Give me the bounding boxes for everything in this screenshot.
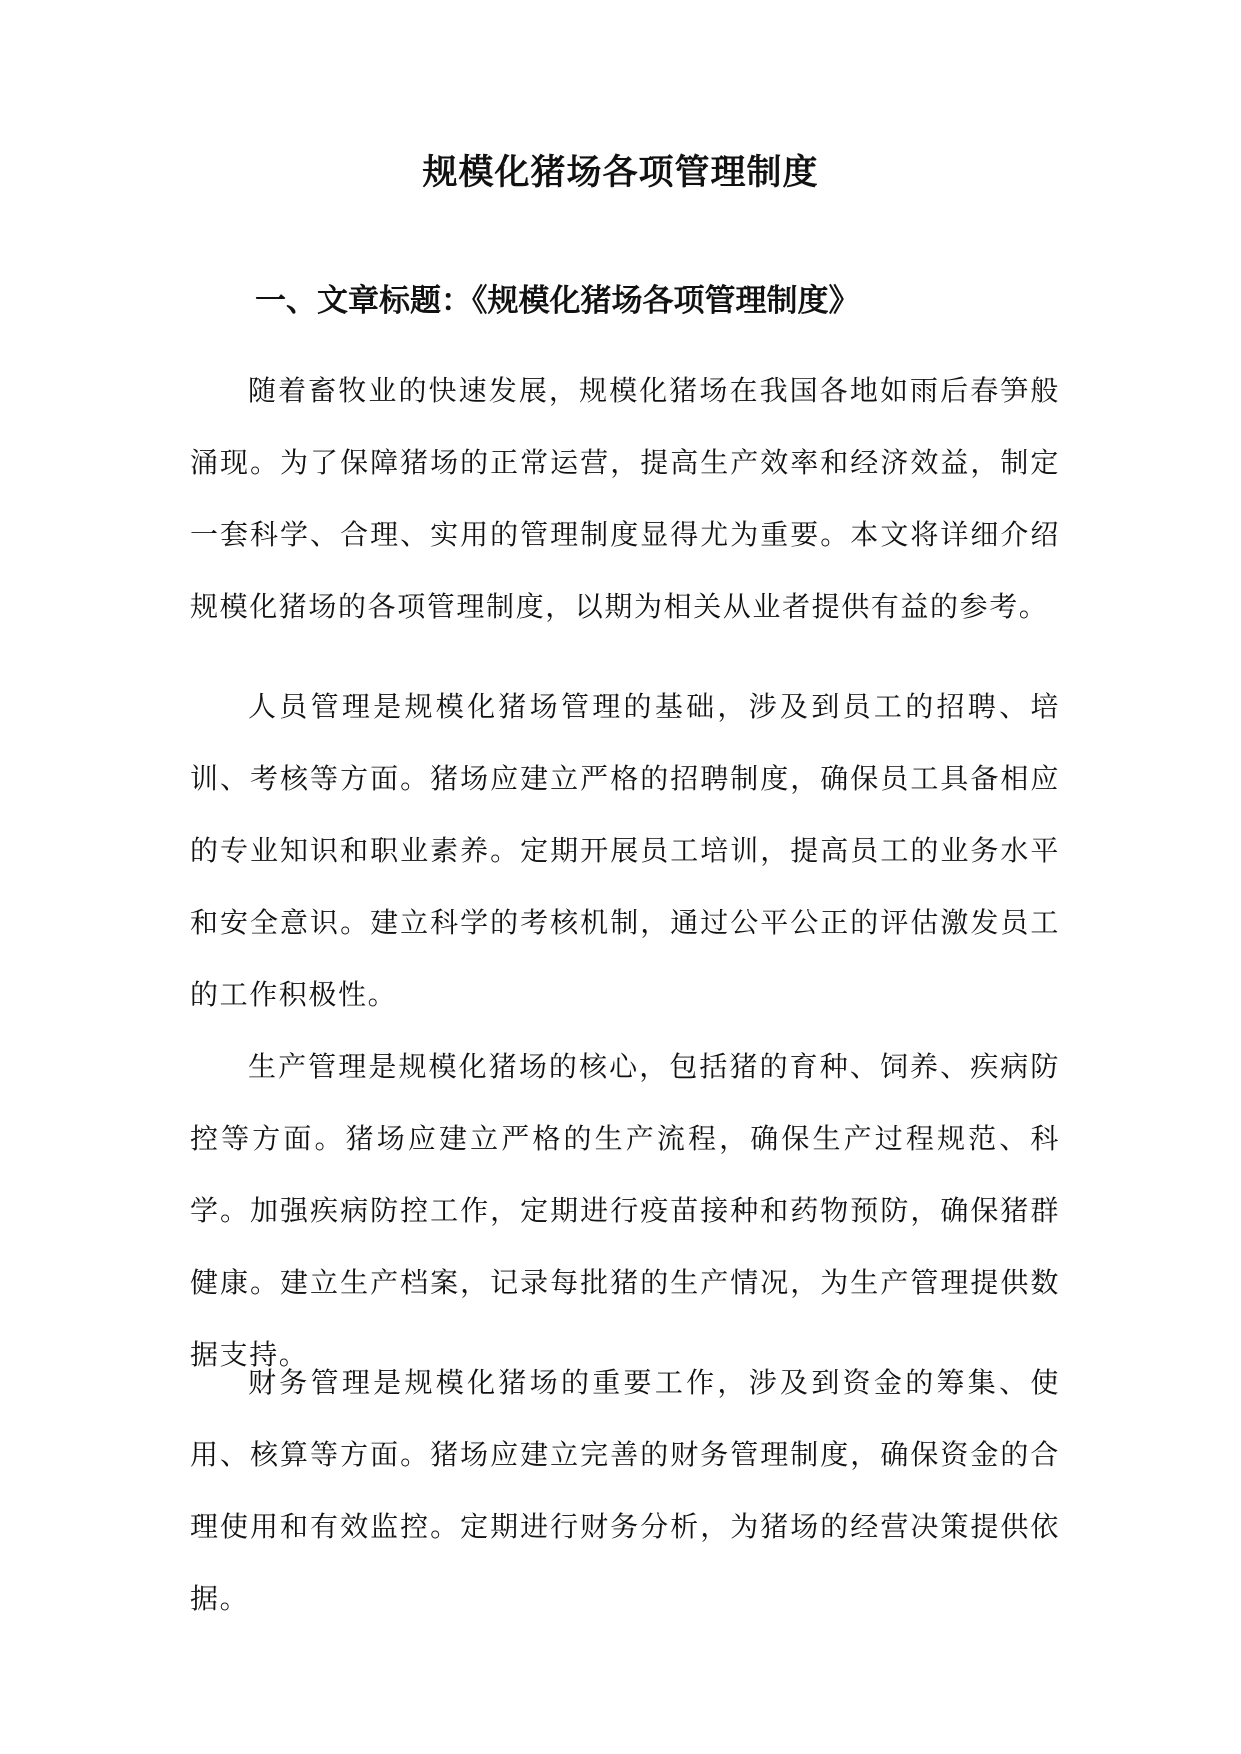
paragraph-financial-management: 财务管理是规模化猪场的重要工作，涉及到资金的筹集、使用、核算等方面。猪场应建立完善的财务管理制度，确保资金的合理使用和有效监控。定期进行财务分析，为猪场的经营决策提供依据。 [190, 1366, 1060, 1615]
paragraph-production-management: 生产管理是规模化猪场的核心，包括猪的育种、饲养、疾病防控等方面。猪场应建立严格的生产流程，确保生产过程规范、科学。加强疾病防控工作，定期进行疫苗接种和药物预防，确保猪群健康。建立生产档案，记录每批猪的生产情况，为生产管理提供数据支持。 [190, 1050, 1060, 1371]
document-title: 规模化猪场各项管理制度 [422, 152, 819, 193]
paragraph-intro: 随着畜牧业的快速发展，规模化猪场在我国各地如雨后春笋般涌现。为了保障猪场的正常运营，提高生产效率和经济效益，制定一套科学、合理、实用的管理制度显得尤为重要。本文将详细介绍规模化猪场的各项管理制度，以期为相关从业者提供有益的参考。 [190, 374, 1060, 623]
paragraph-personnel-management: 人员管理是规模化猪场管理的基础，涉及到员工的招聘、培训、考核等方面。猪场应建立严格的招聘制度，确保员工具备相应的专业知识和职业素养。定期开展员工培训，提高员工的业务水平和安全意识。建立科学的考核机制，通过公平公正的评估激发员工的工作积极性。 [190, 690, 1060, 1011]
section-heading: 一、文章标题：《规模化猪场各项管理制度》 [255, 283, 860, 319]
